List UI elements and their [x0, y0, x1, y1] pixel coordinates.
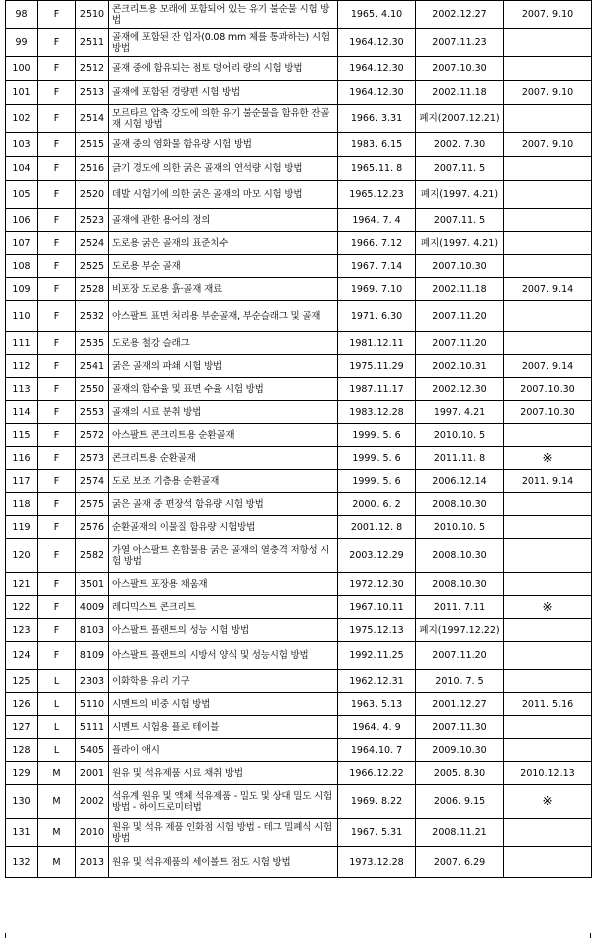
- row-number-cell: 102: [6, 105, 38, 133]
- row-number-cell: 129: [6, 762, 38, 785]
- standard-title-cell: 골재에 포함된 경량편 시험 방법: [109, 81, 338, 105]
- standard-title-cell: 도로용 부순 골재: [109, 255, 338, 278]
- row-number-cell: 115: [6, 424, 38, 447]
- row-number-cell: 127: [6, 716, 38, 739]
- revised-date-cell: 폐지(1997. 4.21): [416, 181, 504, 209]
- confirmed-date-cell: ※: [504, 447, 592, 470]
- standard-title-cell: 아스팔트 콘크리트용 순환골재: [109, 424, 338, 447]
- confirmed-date-cell: [504, 332, 592, 355]
- standard-title-cell: 원유 및 석유제품 시료 채취 방법: [109, 762, 338, 785]
- category-cell: F: [38, 29, 76, 57]
- revised-date-cell: 2011.11. 8: [416, 447, 504, 470]
- confirmed-date-cell: ※: [504, 785, 592, 819]
- category-cell: F: [38, 81, 76, 105]
- revised-date-cell: 2007.11.30: [416, 716, 504, 739]
- revised-date-cell: 2008.10.30: [416, 573, 504, 596]
- standard-code-cell: 2001: [76, 762, 109, 785]
- confirmed-date-cell: [504, 57, 592, 81]
- category-cell: F: [38, 1, 76, 29]
- row-number-cell: 120: [6, 539, 38, 573]
- standard-title-cell: 굵은 골재 중 편장석 함유량 시험 방법: [109, 493, 338, 516]
- standard-code-cell: 3501: [76, 573, 109, 596]
- enacted-date-cell: 1969. 7.10: [338, 278, 416, 301]
- table-row: [6, 378, 592, 401]
- revised-date-cell: 2002.12.30: [416, 378, 504, 401]
- row-number-cell: 126: [6, 693, 38, 716]
- category-cell: F: [38, 278, 76, 301]
- confirmed-date-cell: [504, 847, 592, 878]
- standard-code-cell: 2511: [76, 29, 109, 57]
- revised-date-cell: 2007.11.23: [416, 29, 504, 57]
- standards-table-container: [5, 0, 591, 878]
- standard-code-cell: 2524: [76, 232, 109, 255]
- standard-code-cell: 2516: [76, 157, 109, 181]
- category-cell: L: [38, 716, 76, 739]
- standard-code-cell: 2550: [76, 378, 109, 401]
- table-row: [6, 355, 592, 378]
- row-number-cell: 130: [6, 785, 38, 819]
- row-number-cell: 128: [6, 739, 38, 762]
- confirmed-date-cell: 2007. 9.14: [504, 278, 592, 301]
- category-cell: L: [38, 693, 76, 716]
- table-row: [6, 670, 592, 693]
- standard-code-cell: 2512: [76, 57, 109, 81]
- standard-title-cell: 굵은 골재의 파쇄 시험 방법: [109, 355, 338, 378]
- category-cell: F: [38, 470, 76, 493]
- category-cell: F: [38, 332, 76, 355]
- standard-code-cell: 2532: [76, 301, 109, 332]
- category-cell: M: [38, 785, 76, 819]
- standard-code-cell: 2514: [76, 105, 109, 133]
- row-number-cell: 122: [6, 596, 38, 619]
- enacted-date-cell: 2001.12. 8: [338, 516, 416, 539]
- row-number-cell: 101: [6, 81, 38, 105]
- category-cell: F: [38, 539, 76, 573]
- category-cell: L: [38, 739, 76, 762]
- category-cell: F: [38, 573, 76, 596]
- table-row: [6, 209, 592, 232]
- standard-title-cell: 골재에 포함된 잔 입자(0.08 mm 체를 통과하는) 시험 방법: [109, 29, 338, 57]
- table-row: [6, 596, 592, 619]
- category-cell: F: [38, 642, 76, 670]
- standard-title-cell: 데발 시험기에 의한 굵은 골재의 마모 시험 방법: [109, 181, 338, 209]
- standard-title-cell: 아스팔트 플랜트의 시방서 양식 및 성능시험 방법: [109, 642, 338, 670]
- table-row: [6, 573, 592, 596]
- confirmed-date-cell: [504, 642, 592, 670]
- standard-title-cell: 골재의 함수율 및 표면 수율 시험 방법: [109, 378, 338, 401]
- row-number-cell: 109: [6, 278, 38, 301]
- confirmed-date-cell: [504, 29, 592, 57]
- standard-code-cell: 2010: [76, 819, 109, 847]
- revised-date-cell: 2010. 7. 5: [416, 670, 504, 693]
- confirmed-date-cell: [504, 493, 592, 516]
- standard-code-cell: 2520: [76, 181, 109, 209]
- table-row: [6, 181, 592, 209]
- revised-date-cell: 2007.10.30: [416, 57, 504, 81]
- confirmed-date-cell: [504, 301, 592, 332]
- category-cell: F: [38, 516, 76, 539]
- category-cell: F: [38, 378, 76, 401]
- enacted-date-cell: 1999. 5. 6: [338, 470, 416, 493]
- standard-code-cell: 5405: [76, 739, 109, 762]
- revised-date-cell: 폐지(2007.12.21): [416, 105, 504, 133]
- table-row: [6, 785, 592, 819]
- standard-title-cell: 골재 중의 염화물 함유량 시험 방법: [109, 133, 338, 157]
- standard-title-cell: 도로 보조 기층용 순환골재: [109, 470, 338, 493]
- enacted-date-cell: 1964.12.30: [338, 57, 416, 81]
- confirmed-date-cell: 2007. 9.10: [504, 1, 592, 29]
- enacted-date-cell: 1964.10. 7: [338, 739, 416, 762]
- enacted-date-cell: 1992.11.25: [338, 642, 416, 670]
- row-number-cell: 132: [6, 847, 38, 878]
- standard-title-cell: 골재의 시료 분취 방법: [109, 401, 338, 424]
- revised-date-cell: 2009.10.30: [416, 739, 504, 762]
- revised-date-cell: 2002.11.18: [416, 278, 504, 301]
- category-cell: F: [38, 619, 76, 642]
- category-cell: F: [38, 157, 76, 181]
- standard-code-cell: 2510: [76, 1, 109, 29]
- table-row: [6, 819, 592, 847]
- revised-date-cell: 2011. 7.11: [416, 596, 504, 619]
- standard-title-cell: 시멘트 시험용 플로 테이블: [109, 716, 338, 739]
- table-row: [6, 1, 592, 29]
- standard-title-cell: 가열 아스팔트 혼합물용 굵은 골재의 열충격 저항성 시험 방법: [109, 539, 338, 573]
- standard-code-cell: 2575: [76, 493, 109, 516]
- enacted-date-cell: 1964.12.30: [338, 81, 416, 105]
- enacted-date-cell: 1965.12.23: [338, 181, 416, 209]
- category-cell: F: [38, 255, 76, 278]
- revised-date-cell: 2008.10.30: [416, 493, 504, 516]
- table-row: [6, 332, 592, 355]
- table-row: [6, 716, 592, 739]
- row-number-cell: 107: [6, 232, 38, 255]
- table-row: [6, 539, 592, 573]
- confirmed-date-cell: [504, 716, 592, 739]
- enacted-date-cell: 1975.11.29: [338, 355, 416, 378]
- standard-code-cell: 2528: [76, 278, 109, 301]
- table-row: [6, 81, 592, 105]
- standard-title-cell: 플라이 애시: [109, 739, 338, 762]
- row-number-cell: 131: [6, 819, 38, 847]
- enacted-date-cell: 1963. 5.13: [338, 693, 416, 716]
- enacted-date-cell: 1967. 7.14: [338, 255, 416, 278]
- row-number-cell: 114: [6, 401, 38, 424]
- enacted-date-cell: 2003.12.29: [338, 539, 416, 573]
- confirmed-date-cell: 2010.12.13: [504, 762, 592, 785]
- standard-title-cell: 긁기 경도에 의한 굵은 골재의 연석량 시험 방법: [109, 157, 338, 181]
- row-number-cell: 121: [6, 573, 38, 596]
- confirmed-date-cell: 2007. 9.10: [504, 81, 592, 105]
- revised-date-cell: 2007.10.30: [416, 255, 504, 278]
- table-row: [6, 133, 592, 157]
- enacted-date-cell: 1987.11.17: [338, 378, 416, 401]
- confirmed-date-cell: 2007.10.30: [504, 378, 592, 401]
- table-row: [6, 29, 592, 57]
- row-number-cell: 104: [6, 157, 38, 181]
- standard-code-cell: 2535: [76, 332, 109, 355]
- enacted-date-cell: 1967. 5.31: [338, 819, 416, 847]
- standard-code-cell: 2573: [76, 447, 109, 470]
- enacted-date-cell: 1965.11. 8: [338, 157, 416, 181]
- revised-date-cell: 2007. 6.29: [416, 847, 504, 878]
- category-cell: F: [38, 355, 76, 378]
- row-number-cell: 118: [6, 493, 38, 516]
- standard-code-cell: 2013: [76, 847, 109, 878]
- row-number-cell: 98: [6, 1, 38, 29]
- enacted-date-cell: 1969. 8.22: [338, 785, 416, 819]
- confirmed-date-cell: ※: [504, 596, 592, 619]
- standard-code-cell: 8109: [76, 642, 109, 670]
- revised-date-cell: 2007.11. 5: [416, 157, 504, 181]
- table-row: [6, 493, 592, 516]
- row-number-cell: 123: [6, 619, 38, 642]
- row-number-cell: 110: [6, 301, 38, 332]
- table-row: [6, 619, 592, 642]
- category-cell: F: [38, 133, 76, 157]
- standard-code-cell: 2525: [76, 255, 109, 278]
- category-cell: F: [38, 596, 76, 619]
- confirmed-date-cell: [504, 209, 592, 232]
- enacted-date-cell: 1964. 4. 9: [338, 716, 416, 739]
- standard-code-cell: 5110: [76, 693, 109, 716]
- confirmed-date-cell: [504, 255, 592, 278]
- standard-title-cell: 콘크리트용 순환골재: [109, 447, 338, 470]
- row-number-cell: 119: [6, 516, 38, 539]
- category-cell: F: [38, 209, 76, 232]
- confirmed-date-cell: 2011. 9.14: [504, 470, 592, 493]
- row-number-cell: 100: [6, 57, 38, 81]
- standards-table: [5, 0, 592, 878]
- confirmed-date-cell: [504, 105, 592, 133]
- revised-date-cell: 2007.11.20: [416, 301, 504, 332]
- confirmed-date-cell: [504, 819, 592, 847]
- standard-title-cell: 석유계 원유 및 액체 석유제품 - 밀도 및 상대 밀도 시험 방법 - 하이드로미터법: [109, 785, 338, 819]
- enacted-date-cell: 1983. 6.15: [338, 133, 416, 157]
- revised-date-cell: 폐지(1997.12.22): [416, 619, 504, 642]
- row-number-cell: 105: [6, 181, 38, 209]
- standard-code-cell: 2541: [76, 355, 109, 378]
- category-cell: F: [38, 232, 76, 255]
- standard-title-cell: 순환골재의 이물질 함유량 시험방법: [109, 516, 338, 539]
- table-row: [6, 278, 592, 301]
- enacted-date-cell: 2000. 6. 2: [338, 493, 416, 516]
- confirmed-date-cell: [504, 619, 592, 642]
- table-row: [6, 232, 592, 255]
- standards-table-body: [6, 1, 592, 878]
- enacted-date-cell: 1999. 5. 6: [338, 447, 416, 470]
- table-row: [6, 57, 592, 81]
- enacted-date-cell: 1999. 5. 6: [338, 424, 416, 447]
- enacted-date-cell: 1966. 7.12: [338, 232, 416, 255]
- enacted-date-cell: 1964. 7. 4: [338, 209, 416, 232]
- table-row: [6, 301, 592, 332]
- table-row: [6, 424, 592, 447]
- row-number-cell: 124: [6, 642, 38, 670]
- standard-title-cell: 아스팔트 포장용 채움재: [109, 573, 338, 596]
- standard-title-cell: 골재에 관한 용어의 정의: [109, 209, 338, 232]
- table-row: [6, 516, 592, 539]
- row-number-cell: 99: [6, 29, 38, 57]
- row-number-cell: 111: [6, 332, 38, 355]
- row-number-cell: 108: [6, 255, 38, 278]
- confirmed-date-cell: [504, 573, 592, 596]
- table-row: [6, 739, 592, 762]
- category-cell: M: [38, 819, 76, 847]
- revised-date-cell: 2007.11.20: [416, 642, 504, 670]
- revised-date-cell: 2002. 7.30: [416, 133, 504, 157]
- revised-date-cell: 1997. 4.21: [416, 401, 504, 424]
- revised-date-cell: 2002.10.31: [416, 355, 504, 378]
- table-row: [6, 105, 592, 133]
- confirmed-date-cell: 2007.10.30: [504, 401, 592, 424]
- confirmed-date-cell: 2011. 5.16: [504, 693, 592, 716]
- revised-date-cell: 2010.10. 5: [416, 516, 504, 539]
- standard-title-cell: 원유 및 석유 제품 인화점 시험 방법 - 테그 밀폐식 시험방법: [109, 819, 338, 847]
- enacted-date-cell: 1981.12.11: [338, 332, 416, 355]
- standard-code-cell: 4009: [76, 596, 109, 619]
- confirmed-date-cell: 2007. 9.14: [504, 355, 592, 378]
- standard-title-cell: 레디믹스트 콘크리트: [109, 596, 338, 619]
- enacted-date-cell: 1965. 4.10: [338, 1, 416, 29]
- category-cell: F: [38, 181, 76, 209]
- table-continuation-edge: [5, 933, 591, 938]
- table-row: [6, 157, 592, 181]
- standard-code-cell: 2523: [76, 209, 109, 232]
- standard-code-cell: 5111: [76, 716, 109, 739]
- confirmed-date-cell: 2007. 9.10: [504, 133, 592, 157]
- standard-title-cell: 콘크리트용 모래에 포함되어 있는 유기 불순물 시험 방법: [109, 1, 338, 29]
- table-row: [6, 642, 592, 670]
- revised-date-cell: 2006.12.14: [416, 470, 504, 493]
- table-row: [6, 693, 592, 716]
- revised-date-cell: 2008.11.21: [416, 819, 504, 847]
- row-number-cell: 116: [6, 447, 38, 470]
- standard-title-cell: 아스팔트 플랜트의 성능 시험 방법: [109, 619, 338, 642]
- row-number-cell: 103: [6, 133, 38, 157]
- standard-title-cell: 원유 및 석유제품의 세이볼트 점도 시험 방법: [109, 847, 338, 878]
- enacted-date-cell: 1971. 6.30: [338, 301, 416, 332]
- category-cell: F: [38, 105, 76, 133]
- enacted-date-cell: 1972.12.30: [338, 573, 416, 596]
- standard-code-cell: 2574: [76, 470, 109, 493]
- confirmed-date-cell: [504, 232, 592, 255]
- row-number-cell: 112: [6, 355, 38, 378]
- category-cell: M: [38, 847, 76, 878]
- standard-code-cell: 2002: [76, 785, 109, 819]
- table-row: [6, 762, 592, 785]
- category-cell: F: [38, 401, 76, 424]
- row-number-cell: 117: [6, 470, 38, 493]
- revised-date-cell: 2007.11. 5: [416, 209, 504, 232]
- enacted-date-cell: 1962.12.31: [338, 670, 416, 693]
- revised-date-cell: 폐지(1997. 4.21): [416, 232, 504, 255]
- category-cell: F: [38, 301, 76, 332]
- category-cell: F: [38, 493, 76, 516]
- standard-code-cell: 2515: [76, 133, 109, 157]
- revised-date-cell: 2005. 8.30: [416, 762, 504, 785]
- revised-date-cell: 2007.11.20: [416, 332, 504, 355]
- category-cell: M: [38, 762, 76, 785]
- confirmed-date-cell: [504, 181, 592, 209]
- standard-title-cell: 아스팔트 표면 처리용 부순골재, 부순슬래그 및 골재: [109, 301, 338, 332]
- table-row: [6, 847, 592, 878]
- standard-title-cell: 이화학용 유리 기구: [109, 670, 338, 693]
- revised-date-cell: 2008.10.30: [416, 539, 504, 573]
- enacted-date-cell: 1967.10.11: [338, 596, 416, 619]
- revised-date-cell: 2002.12.27: [416, 1, 504, 29]
- confirmed-date-cell: [504, 157, 592, 181]
- revised-date-cell: 2010.10. 5: [416, 424, 504, 447]
- confirmed-date-cell: [504, 739, 592, 762]
- revised-date-cell: 2002.11.18: [416, 81, 504, 105]
- enacted-date-cell: 1966.12.22: [338, 762, 416, 785]
- revised-date-cell: 2006. 9.15: [416, 785, 504, 819]
- table-row: [6, 447, 592, 470]
- category-cell: L: [38, 670, 76, 693]
- revised-date-cell: 2001.12.27: [416, 693, 504, 716]
- enacted-date-cell: 1966. 3.31: [338, 105, 416, 133]
- row-number-cell: 125: [6, 670, 38, 693]
- category-cell: F: [38, 57, 76, 81]
- standard-code-cell: 2572: [76, 424, 109, 447]
- table-row: [6, 255, 592, 278]
- standard-title-cell: 골재 중에 함유되는 점토 덩어리 량의 시험 방법: [109, 57, 338, 81]
- standard-title-cell: 도로용 철강 슬래그: [109, 332, 338, 355]
- category-cell: F: [38, 424, 76, 447]
- table-row: [6, 401, 592, 424]
- standard-code-cell: 2553: [76, 401, 109, 424]
- enacted-date-cell: 1983.12.28: [338, 401, 416, 424]
- standard-code-cell: 2582: [76, 539, 109, 573]
- standard-title-cell: 모르타르 압축 강도에 의한 유기 불순물을 함유한 잔골재 시험 방법: [109, 105, 338, 133]
- standard-title-cell: 도로용 굵은 골재의 표준치수: [109, 232, 338, 255]
- confirmed-date-cell: [504, 516, 592, 539]
- standard-title-cell: 시멘트의 비중 시험 방법: [109, 693, 338, 716]
- enacted-date-cell: 1973.12.28: [338, 847, 416, 878]
- standard-code-cell: 2513: [76, 81, 109, 105]
- enacted-date-cell: 1975.12.13: [338, 619, 416, 642]
- table-row: [6, 470, 592, 493]
- category-cell: F: [38, 447, 76, 470]
- confirmed-date-cell: [504, 670, 592, 693]
- standard-code-cell: 8103: [76, 619, 109, 642]
- standard-code-cell: 2303: [76, 670, 109, 693]
- row-number-cell: 113: [6, 378, 38, 401]
- enacted-date-cell: 1964.12.30: [338, 29, 416, 57]
- confirmed-date-cell: [504, 424, 592, 447]
- row-number-cell: 106: [6, 209, 38, 232]
- standard-title-cell: 비포장 도로용 흙·골재 재료: [109, 278, 338, 301]
- standard-code-cell: 2576: [76, 516, 109, 539]
- confirmed-date-cell: [504, 539, 592, 573]
